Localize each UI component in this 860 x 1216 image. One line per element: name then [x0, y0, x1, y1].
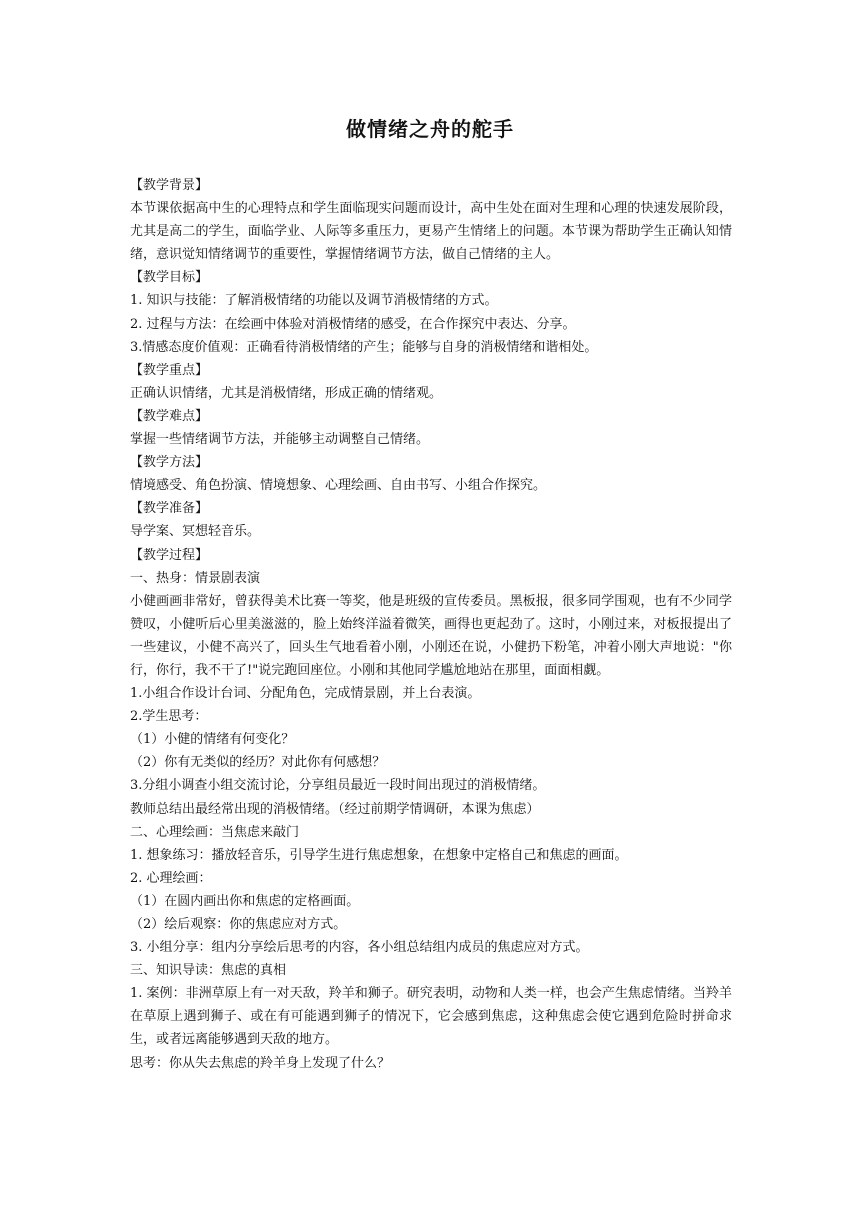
list-item: 2.学生思考：: [130, 709, 208, 725]
section-heading-process: 【教学过程】: [130, 547, 209, 563]
list-subitem: （1）在圆内画出你和焦虑的定格画面。: [130, 893, 360, 909]
section-heading-goals: 【教学目标】: [130, 270, 209, 286]
section-heading-preparation: 【教学准备】: [130, 501, 209, 517]
paragraph-case: 1. 案例：非洲草原上有一对天敌，羚羊和狮子。研究表明，动物和人类一样，也会产生焦虑情绪。当羚羊在草原上遇到狮子、或在有可能遇到狮子的情况下，它会感到焦虑，这种焦虑会使它遇到危险时拼命求生，或者远离能够遇到天敌的地方。: [130, 986, 732, 1048]
list-subitem: （2）你有无类似的经历？对此你有何感想？: [130, 755, 386, 771]
list-item: 1. 想象练习：播放轻音乐，引导学生进行焦虑想象，在想象中定格自己和焦虑的画面。: [130, 847, 628, 863]
paragraph-preparation: 导学案、冥想轻音乐。: [130, 524, 261, 540]
list-item: 2. 心理绘画：: [130, 870, 212, 886]
paragraph-difficulties: 掌握一些情绪调节方法，并能够主动调整自己情绪。: [130, 432, 430, 448]
section-heading-difficulties: 【教学难点】: [130, 408, 209, 424]
paragraph-background: 本节课依据高中生的心理特点和学生面临现实问题而设计，高中生处在面对生理和心理的快速发展阶段，尤其是高二的学生，面临学业、人际等多重压力，更易产生情绪上的问题。本节课为帮助学生正确认知情绪，意识觉知情绪调节的重要性，掌握情绪调节方法，做自己情绪的主人。: [130, 201, 732, 263]
paragraph-story: 小健画画非常好，曾获得美术比赛一等奖，他是班级的宣传委员。黑板报，很多同学围观，也有不少同学赞叹，小健听后心里美滋滋的，脸上始终洋溢着微笑，画得也更起劲了。这时，小刚过来，对板报提出了一些建议，小健不高兴了，回头生气地看着小刚，小刚还在说，小健扔下粉笔，冲着小刚大声地说："你行，你行，我不干了!"说完跑回座位。小刚和其他同学尴尬地站在那里，面面相觑。: [130, 593, 732, 678]
list-subitem: （1）小健的情绪有何变化？: [130, 732, 295, 748]
section-heading-key-points: 【教学重点】: [130, 362, 209, 378]
list-item: 3.分组小调查小组交流讨论，分享组员最近一段时间出现过的消极情绪。: [130, 778, 546, 794]
paragraph-key-points: 正确认识情绪，尤其是消极情绪，形成正确的情绪观。: [130, 385, 443, 401]
goal-item-2: 2. 过程与方法：在绘画中体验对消极情绪的感受，在合作探究中表达、分享。: [130, 316, 576, 332]
section-heading-methods: 【教学方法】: [130, 455, 209, 471]
step-heading-knowledge: 三、知识导读：焦虑的真相: [130, 963, 287, 979]
paragraph-methods: 情境感受、角色扮演、情境想象、心理绘画、自由书写、小组合作探究。: [130, 478, 547, 494]
page-title: 做情绪之舟的舵手: [346, 117, 514, 141]
step-heading-drawing: 二、心理绘画：当焦虑来敲门: [130, 824, 300, 840]
list-item: 1.小组合作设计台词、分配角色，完成情景剧，并上台表演。: [130, 686, 481, 702]
step-heading-warmup: 一、热身：情景剧表演: [130, 570, 261, 586]
section-heading-background: 【教学背景】: [130, 178, 209, 193]
paragraph-question: 思考：你从失去焦虑的羚羊身上发现了什么？: [130, 1055, 391, 1071]
list-item: 3. 小组分享：组内分享绘后思考的内容，各小组总结组内成员的焦虑应对方式。: [130, 940, 589, 956]
paragraph-teacher-summary: 教师总结出最经常出现的消极情绪。（经过前期学情调研，本课为焦虑）: [130, 801, 540, 817]
list-subitem: （2）绘后观察：你的焦虑应对方式。: [130, 917, 347, 932]
document-body: [130, 174, 732, 1075]
goal-item-3: 3.情感态度价值观：正确看待消极情绪的产生；能够与自身的消极情绪和谐相处。: [130, 339, 598, 355]
goal-item-1: 1. 知识与技能：了解消极情绪的功能以及调节消极情绪的方式。: [130, 293, 498, 309]
